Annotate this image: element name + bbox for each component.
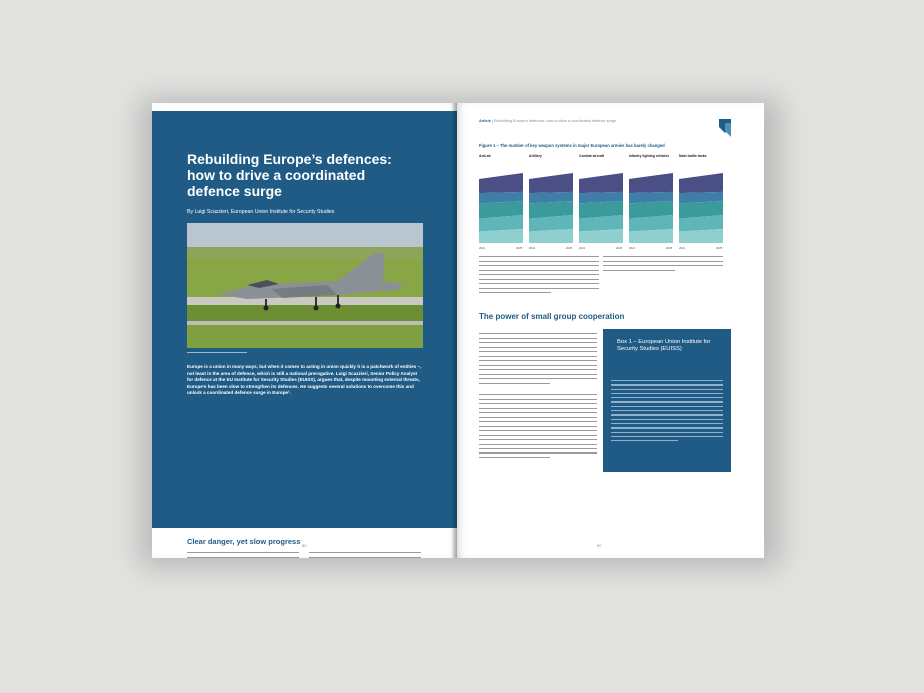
right-page (457, 103, 764, 558)
article-title: Rebuilding Europe’s defences: how to drive a coordinated defence surge (187, 151, 392, 199)
body-column-b (603, 253, 723, 274)
stack-band (679, 173, 723, 193)
running-divider: | (491, 119, 494, 123)
fighter-jet-photo (187, 223, 423, 348)
article-lede: Europe is a union in many ways, but when it comes to acting in union quickly it is a patchwork of entities –, not least in the area of defence, which is still a national prerogative. Luigi Scazzieri, Senior Policy Analyst for defence at the EU Institute for Security Studies (EUISS), argues that, despite mounting external threats, Europe’s has been slow to strengthen its defences. He suggests several solutions to overcome this and unlock a coordinated defence surge in Europe¹. (187, 364, 422, 396)
left-page (152, 103, 457, 558)
info-box-euiss (603, 329, 731, 472)
body-column-1 (187, 549, 299, 558)
x-tick-label: 2021 (529, 246, 536, 250)
body-column-2 (309, 549, 421, 558)
chart-panel (579, 154, 623, 250)
byline: By Luigi Scazzieri, European Union Institute for Security Studies (187, 209, 335, 215)
publication-logo-icon (719, 119, 735, 139)
running-header (479, 119, 616, 123)
x-tick-label: 2021 (579, 246, 586, 250)
x-tick-label: 2025 (666, 246, 673, 250)
x-tick-label: 2021 (629, 246, 636, 250)
page-number-left: 89 (302, 543, 307, 548)
panel-label: Infantry fighting vehicles (629, 154, 670, 158)
section-heading-clear-danger: Clear danger, yet slow progress (187, 537, 301, 546)
body-column-c (479, 330, 597, 461)
panel-label: Artillery (529, 154, 542, 158)
x-tick-label: 2025 (516, 246, 523, 250)
photo-caption (187, 351, 247, 354)
stack-band (479, 173, 523, 193)
x-tick-label: 2025 (566, 246, 573, 250)
jet-image (187, 223, 423, 348)
running-label: Article (479, 119, 491, 123)
section-heading-small-group: The power of small group cooperation (479, 312, 625, 321)
page-number-right: 90 (597, 543, 602, 548)
stack-band (629, 173, 673, 193)
chart-panel (529, 154, 573, 250)
info-box-title: Box 1 – European Union Institute for Security Studies (EUISS) (617, 339, 711, 353)
x-tick-label: 2021 (679, 246, 686, 250)
chart-panel (679, 154, 723, 250)
panel-label: Main battle tanks (679, 154, 707, 158)
chart-panel (629, 154, 673, 250)
info-box-body (611, 377, 723, 444)
x-tick-label: 2025 (716, 246, 723, 250)
chart-panel (479, 154, 523, 250)
x-tick-label: 2025 (616, 246, 623, 250)
title-banner (152, 111, 457, 528)
running-title: Rebuilding Europe’s defences: how to drive a coordinated defence surge (493, 119, 617, 123)
stack-band (529, 173, 573, 193)
stack-band (579, 173, 623, 193)
weapon-systems-chart (479, 151, 731, 251)
figure-title: Figure 1 – The number of key weapon systems in major European armies has barely changed (479, 143, 665, 148)
panel-label: Anti-air (479, 154, 491, 158)
x-tick-label: 2021 (479, 246, 486, 250)
panel-label: Combat aircraft (579, 154, 605, 158)
body-column-a (479, 253, 599, 297)
